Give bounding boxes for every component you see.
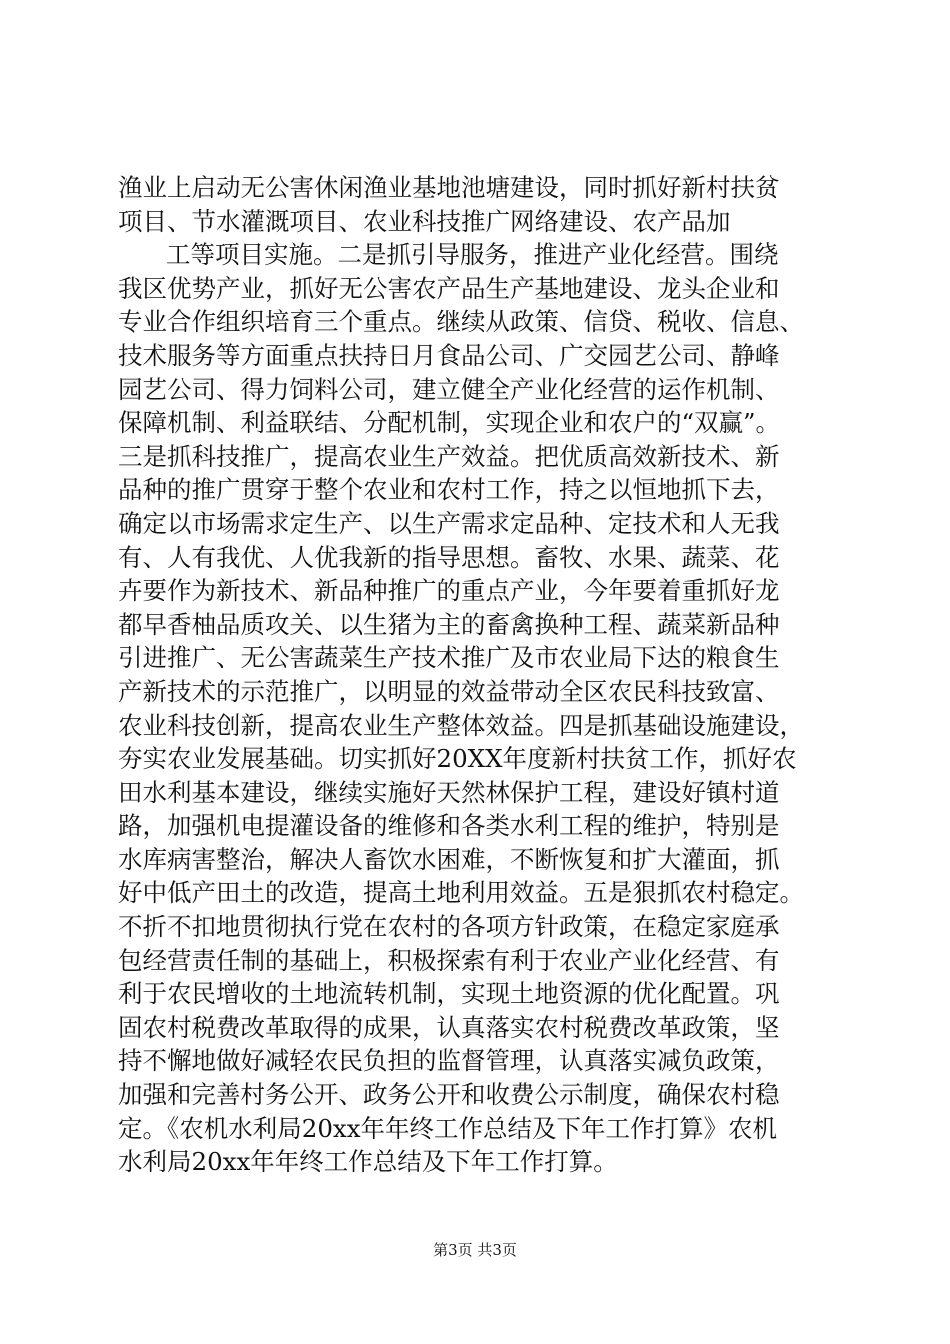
- text-line: 持不懈地做好减轻农民负担的监督管理，认真落实减负政策，: [118, 1046, 780, 1076]
- text-line: 定。《农机水利局20xx年年终工作总结及下年工作打算》农机: [118, 1113, 778, 1143]
- text-line: 路，加强机电提灌设备的维修和各类水利工程的维护，特别是: [118, 811, 780, 841]
- text-line: 项目、节水灌溉项目、农业科技推广网络建设、农产品加: [118, 206, 731, 236]
- text-line: 专业合作组织培育三个重点。继续从政策、信贷、税收、信息、: [118, 307, 804, 337]
- text-line: 都早香柚品质攻关、以生猪为主的畜禽换种工程、蔬菜新品种: [118, 609, 780, 639]
- text-line: 水利局20xx年年终工作总结及下年工作打算。: [118, 1147, 618, 1177]
- text-line: 水库病害整治，解决人畜饮水困难，不断恢复和扩大灌面，抓: [118, 844, 780, 874]
- text-line: 渔业上启动无公害休闲渔业基地池塘建设，同时抓好新村扶贫: [118, 173, 780, 202]
- text-line: 包经营责任制的基础上，积极探索有利于农业产业化经营、有: [118, 945, 780, 975]
- text-line: 不折不扣地贯彻执行党在农村的各项方针政策，在稳定家庭承: [118, 912, 780, 942]
- text-line: 卉要作为新技术、新品种推广的重点产业，今年要着重抓好龙: [118, 576, 780, 606]
- text-line: 农业科技创新，提高农业生产整体效益。四是抓基础设施建设，: [118, 710, 804, 740]
- text-line: 有、人有我优、人优我新的指导思想。畜牧、水果、蔬菜、花: [118, 542, 780, 572]
- text-line: 夯实农业发展基础。切实抓好20XX年度新村扶贫工作，抓好农: [118, 744, 797, 774]
- text-line: 确定以市场需求定生产、以生产需求定品种、定技术和人无我: [118, 508, 780, 538]
- text-line: 保障机制、利益联结、分配机制，实现企业和农户的“双赢”。: [118, 408, 781, 438]
- text-line: 好中低产田土的改造，提高土地利用效益。五是狠抓农村稳定。: [118, 878, 804, 908]
- page-number-footer: 第3页 共3页: [433, 1241, 517, 1259]
- text-line: 产新技术的示范推广，以明显的效益带动全区农民科技致富、: [118, 676, 780, 706]
- text-line: 技术服务等方面重点扶持日月食品公司、广交园艺公司、静峰: [118, 340, 780, 370]
- text-line: 利于农民增收的土地流转机制，实现土地资源的优化配置。巩: [118, 979, 780, 1009]
- text-line: 园艺公司、得力饲料公司，建立健全产业化经营的运作机制、: [118, 374, 780, 404]
- body-text: [118, 171, 838, 1179]
- text-line: 三是抓科技推广，提高农业生产效益。把优质高效新技术、新: [118, 441, 780, 471]
- text-line: 品种的推广贯穿于整个农业和农村工作，持之以恒地抓下去，: [118, 475, 780, 505]
- text-line: 我区优势产业，抓好无公害农产品生产基地建设、龙头企业和: [118, 273, 780, 303]
- text-line: 引进推广、无公害蔬菜生产技术推广及市农业局下达的粮食生: [118, 643, 780, 673]
- text-line: 田水利基本建设，继续实施好天然林保护工程，建设好镇村道: [118, 777, 780, 807]
- text-line: 固农村税费改革取得的成果，认真落实农村税费改革政策，坚: [118, 1012, 780, 1042]
- text-line: 工等项目实施。二是抓引导服务，推进产业化经营。围绕: [166, 240, 779, 270]
- text-line: 加强和完善村务公开、政务公开和收费公示制度，确保农村稳: [118, 1080, 780, 1110]
